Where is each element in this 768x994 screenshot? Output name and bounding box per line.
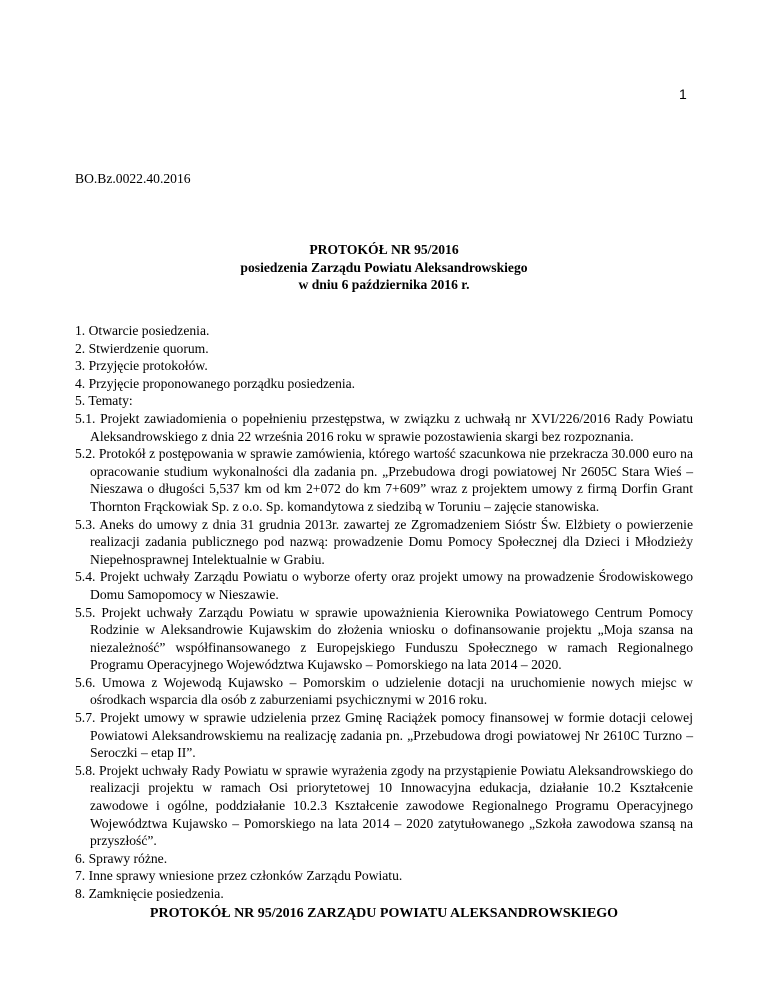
agenda-subitem: 5.6. Umowa z Wojewodą Kujawsko – Pomorskim o udzielenie dotacji na uruchomienie nowych miejsc w ośrodkach wsparcia dla osób z zaburzeniami psychicznymi w 2016 roku.	[75, 674, 693, 708]
reference-number: BO.Bz.0022.40.2016	[75, 171, 191, 186]
document-title	[75, 241, 693, 294]
agenda-item: 4. Przyjęcie proponowanego porządku posiedzenia.	[75, 375, 356, 391]
agenda-item: 2. Stwierdzenie quorum.	[75, 340, 209, 356]
agenda-list	[75, 322, 693, 903]
agenda-item: 8. Zamknięcie posiedzenia.	[75, 886, 224, 901]
agenda-item: 3. Przyjęcie protokołów.	[75, 358, 208, 374]
title-line-2: posiedzenia Zarządu Powiatu Aleksandrowskiego	[240, 259, 528, 275]
agenda-subitem: 5.2. Protokół z postępowania w sprawie zamówienia, którego wartość szacunkowa nie przekracza 30.000 euro na opracowanie studium wykonalności dla zadania pn. „Przebudowa drogi powiatowej Nr 2605C Stara Wieś – Nieszawa o długości 5,537 km od km 2+072 do km 7+609” wraz z projektem umowy z firmą Dorfin Grant Thornton Frąckowiak Sp. z o.o. Sp. komandytowa z siedzibą w Toruniu – zajęcie stanowiska.	[75, 446, 693, 514]
agenda-subitem: 5.5. Projekt uchwały Zarządu Powiatu w sprawie upoważnienia Kierownika Powiatowego Centrum Pomocy Rodzinie w Aleksandrowie Kujawskim do złożenia wniosku o dofinansowanie projektu „Moja szansa na niezależność” współfinansowanego z Europejskiego Funduszu Społecznego w ramach Regionalnego Programu Operacyjnego Województwa Kujawsko – Pomorskiego na lata 2014 – 2020.	[75, 604, 693, 673]
agenda-item: 7. Inne sprawy wniesione przez członków Zarządu Powiatu.	[75, 868, 403, 884]
agenda-subitem: 5.7. Projekt umowy w sprawie udzielenia przez Gminę Raciążek pomocy finansowej w formie dotacji celowej Powiatowi Aleksandrowskiemu na realizację zadania pn. „Przebudowa drogi powiatowej Nr 2610C Turzno – Seroczki – etap II”.	[75, 710, 693, 761]
agenda-item: 1. Otwarcie posiedzenia.	[75, 323, 210, 338]
agenda-subitem: 5.3. Aneks do umowy z dnia 31 grudnia 2013r. zawartej ze Zgromadzeniem Sióstr Św. Elżbiety o powierzenie realizacji zadania publicznego pod nazwą: prowadzenie Domu Pomocy Społecznej dla Dzieci i Młodzieży Niepełnosprawnej Intelektualnie w Grabiu.	[75, 516, 693, 567]
title-line-1: PROTOKÓŁ NR 95/2016	[309, 242, 459, 257]
page-number: 1	[679, 86, 687, 102]
footer-title: PROTOKÓŁ NR 95/2016 ZARZĄDU POWIATU ALEKSANDROWSKIEGO	[149, 906, 619, 921]
title-line-3: w dniu 6 października 2016 r.	[298, 277, 470, 293]
agenda-item: 6. Sprawy różne.	[75, 850, 168, 866]
agenda-subitem: 5.4. Projekt uchwały Zarządu Powiatu o wyborze oferty oraz projekt umowy na prowadzenie Środowiskowego Domu Samopomocy w Nieszawie.	[75, 569, 693, 602]
agenda-subitem: 5.8. Projekt uchwały Rady Powiatu w sprawie wyrażenia zgody na przystąpienie Powiatu Aleksandrowskiego do realizacji projektu w ramach Osi priorytetowej 10 Innowacyjna edukacja, działanie 10.2 Kształcenie zawodowe i ogólne, poddziałanie 10.2.3 Kształcenie zawodowe Regionalnego Programu Operacyjnego Województwa Kujawsko – Pomorskiego na lata 2014 – 2020 zatytułowanego „Szkoła zawodowa szansą na przyszłość”.	[75, 762, 693, 849]
agenda-item: 5. Tematy:	[75, 393, 133, 409]
agenda-subitem: 5.1. Projekt zawiadomienia o popełnieniu przestępstwa, w związku z uchwałą nr XVI/226/2016 Rady Powiatu Aleksandrowskiego z dnia 22 września 2016 roku w sprawie pozostawienia skargi bez rozpoznania.	[75, 410, 693, 444]
